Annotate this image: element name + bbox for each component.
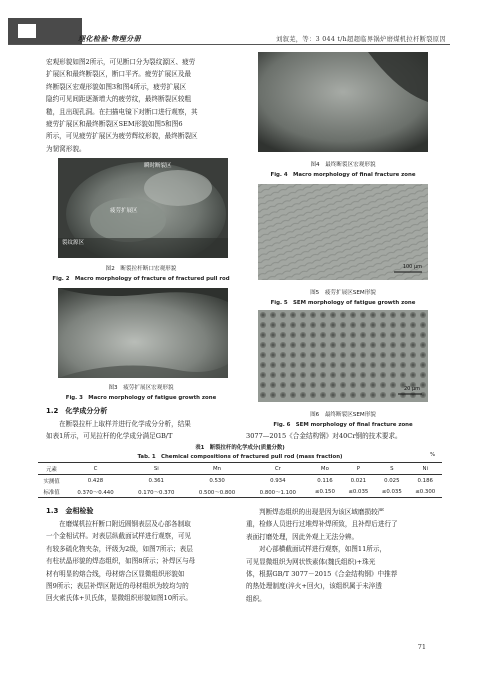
table-cell: ≤0.035 bbox=[342, 486, 375, 498]
text-line: 有柱状晶形貌的焊态组织，如图8所示；补焊区与母 bbox=[46, 557, 196, 566]
fig2-caption-cn: 图2 断裂拉杆断口宏观形貌 bbox=[105, 266, 177, 272]
text-line: 重，检修人员进行过堆焊补焊所致，且补焊后进行了 bbox=[246, 520, 398, 529]
table-cell: 0.186 bbox=[417, 477, 433, 484]
table-cell: 0.800～1.100 bbox=[247, 486, 308, 498]
table1-title-en: Tab. 1 Chemical compositions of fractured pull rod (mass fraction) bbox=[137, 454, 343, 460]
table-cell: 0.500～0.800 bbox=[187, 486, 248, 498]
fig6-sem-final-photo bbox=[258, 310, 428, 402]
left-column-top-text bbox=[46, 56, 236, 155]
text-line: 所示，可见疲劳扩展区为疲劳辉纹形貌，最终断裂区 bbox=[46, 132, 198, 141]
table-header-cell: Mn bbox=[187, 463, 248, 475]
table-header-cell: C bbox=[65, 463, 126, 475]
table-header-cell: 元素 bbox=[38, 463, 65, 475]
fig6-photo-graphic bbox=[258, 310, 428, 402]
table-cell: 0.934 bbox=[270, 477, 286, 484]
table-cell: 0.530 bbox=[209, 477, 225, 484]
text-line: 体，根据GB/T 3077－2015《合金结构钢》中推荐 bbox=[246, 570, 398, 579]
running-head: 刘叙芜，等：3 044 t/h超超临界锅炉磨煤机拉杆断裂原因 bbox=[276, 36, 446, 43]
table-header-cell: Mo bbox=[308, 463, 341, 475]
text-line: 可见显微组织为网状铁素体(魏氏组织)+珠光 bbox=[246, 557, 376, 566]
table1-composition bbox=[38, 462, 442, 498]
fig6-caption-en: Fig. 6 SEM morphology of final fracture zone bbox=[273, 422, 413, 428]
section-1-2-text bbox=[46, 418, 236, 443]
fig3-caption-en: Fig. 3 Macro morphology of fatigue growth zone bbox=[65, 395, 217, 401]
fig4-final-fracture-photo bbox=[258, 52, 428, 152]
text-line: 判断焊态组织的出现是因为该区域磨损较严 bbox=[259, 508, 385, 516]
fig4-caption-cn: 图4 最终断裂区宏观形貌 bbox=[310, 162, 376, 168]
table-cell: 0.021 bbox=[350, 477, 367, 484]
table-header-cell: Ni bbox=[409, 463, 443, 475]
fig2-fracture-photo bbox=[58, 158, 228, 258]
text-line: 终断裂区宏观形貌如图3和图4所示，疲劳扩展区 bbox=[46, 82, 187, 91]
text-line: 图9所示；表层补焊区附近的母材组织为较均匀的 bbox=[46, 582, 189, 591]
text-line: 为韧窝形貌。 bbox=[46, 144, 86, 153]
text-line: 表面打磨处理，因此外观上无法分辨。 bbox=[246, 532, 359, 541]
table-cell: ≤0.150 bbox=[308, 486, 341, 498]
table-cell: 0.428 bbox=[87, 477, 104, 484]
table-cell: ≤0.300 bbox=[409, 486, 443, 498]
journal-logo-text: 理化检验·物理分册 bbox=[78, 35, 142, 43]
fig4-photo-graphic bbox=[258, 52, 428, 152]
page-number: 71 bbox=[417, 643, 426, 651]
text-line: 隐约可见间距逐渐增大的疲劳纹，最终断裂区较粗 bbox=[46, 95, 192, 104]
table-row bbox=[38, 475, 442, 487]
fig6-scale-bar-label: 20 μm bbox=[403, 386, 420, 392]
table-cell: 0.361 bbox=[148, 477, 164, 484]
table-row bbox=[38, 486, 442, 498]
text-line: 疲劳扩展区和最终断裂区SEM形貌如图5和图6 bbox=[46, 120, 183, 129]
fig2-caption-en: Fig. 2 Macro morphology of fracture of fractured pull rod bbox=[52, 276, 230, 282]
text-line: 如表1所示，可见拉杆的化学成分满足GB/T bbox=[46, 432, 173, 441]
label-crack-source-zone: 裂纹源区 bbox=[62, 240, 85, 246]
table1-title-cn: 表1 断裂拉杆的化学成分(质量分数) bbox=[195, 445, 285, 451]
text-line: 材有明显的熔合线，母材熔合区显微组织形貌如 bbox=[46, 569, 185, 578]
journal-logo bbox=[8, 18, 82, 44]
text-line: 在断裂拉杆上取样并进行化学成分分析，结果 bbox=[59, 420, 191, 428]
table-header-cell: S bbox=[375, 463, 408, 475]
table-header-cell: P bbox=[342, 463, 375, 475]
table-header-cell: Cr bbox=[247, 463, 308, 475]
text-line: 对心部横截面试样进行观察，如图11所示， bbox=[259, 545, 387, 554]
text-line: 一个金相试样。对表层纵截面试样进行观察，可见 bbox=[46, 532, 192, 541]
text-line: 在磨煤机拉杆断口附近圆钢表层及心部各制取 bbox=[59, 520, 191, 528]
table-cell: ≤0.035 bbox=[375, 486, 408, 498]
section-heading-1-3: 1.3 金相检验 bbox=[46, 507, 94, 515]
header-rule bbox=[8, 44, 450, 45]
table-cell: 0.025 bbox=[384, 477, 400, 484]
fig4-caption-en: Fig. 4 Macro morphology of final fracture zone bbox=[270, 172, 416, 178]
fig5-sem-fatigue-photo bbox=[258, 184, 428, 280]
fig5-scale-bar-label: 100 μm bbox=[402, 264, 422, 270]
text-line: 扩展区和最终断裂区，断口平齐。疲劳扩展区及最 bbox=[46, 70, 192, 79]
table-header-cell: Si bbox=[126, 463, 187, 475]
table-cell: 标准值 bbox=[38, 486, 65, 498]
table-cell: 0.170～0.370 bbox=[126, 486, 187, 498]
text-line: 有较多硫化物夹杂，评级为2级，如图7所示；表层 bbox=[46, 544, 193, 553]
fig5-caption-cn: 图5 疲劳扩展区SEM形貌 bbox=[310, 290, 376, 296]
text-line: 组织。 bbox=[246, 594, 266, 603]
section-heading-1-2: 1.2 化学成分分析 bbox=[46, 407, 108, 415]
right-column-bottom-text bbox=[246, 506, 442, 605]
text-line: 回火索氏体+贝氏体，显微组织形貌如图10所示。 bbox=[46, 594, 192, 603]
page-header bbox=[0, 0, 480, 44]
table-cell: 0.116 bbox=[317, 477, 333, 484]
text-line: 糙，且出现孔洞。在扫描电镜下对断口进行观察，其 bbox=[46, 107, 198, 116]
text-line: 宏观形貌如图2所示，可见断口分为裂纹源区、疲劳 bbox=[46, 58, 196, 66]
table-cell: 实测值 bbox=[43, 478, 60, 485]
table1-unit: % bbox=[430, 452, 436, 458]
table-cell: 0.370～0.440 bbox=[65, 486, 126, 498]
fig3-caption-cn: 图3 疲劳扩展区宏观形貌 bbox=[108, 385, 174, 391]
text-line: 3077—2015《合金结构钢》对40Cr钢的技术要求。 bbox=[246, 432, 402, 440]
section-1-3-text bbox=[46, 518, 236, 605]
fig6-caption-cn: 图6 最终断裂区SEM形貌 bbox=[310, 412, 376, 418]
fig3-photo-graphic bbox=[58, 288, 228, 378]
section-1-2-text-continued bbox=[246, 430, 442, 442]
table-header-row bbox=[38, 463, 442, 475]
label-instant-fracture-zone: 瞬时断裂区 bbox=[144, 163, 172, 169]
fig3-fatigue-zone-photo bbox=[58, 288, 228, 378]
text-line: 的热处理制度(淬火+回火)，该组织属于未淬透 bbox=[246, 582, 382, 591]
label-fatigue-zone: 疲劳扩展区 bbox=[110, 208, 138, 214]
fig5-caption-en: Fig. 5 SEM morphology of fatigue growth zone bbox=[270, 300, 416, 306]
